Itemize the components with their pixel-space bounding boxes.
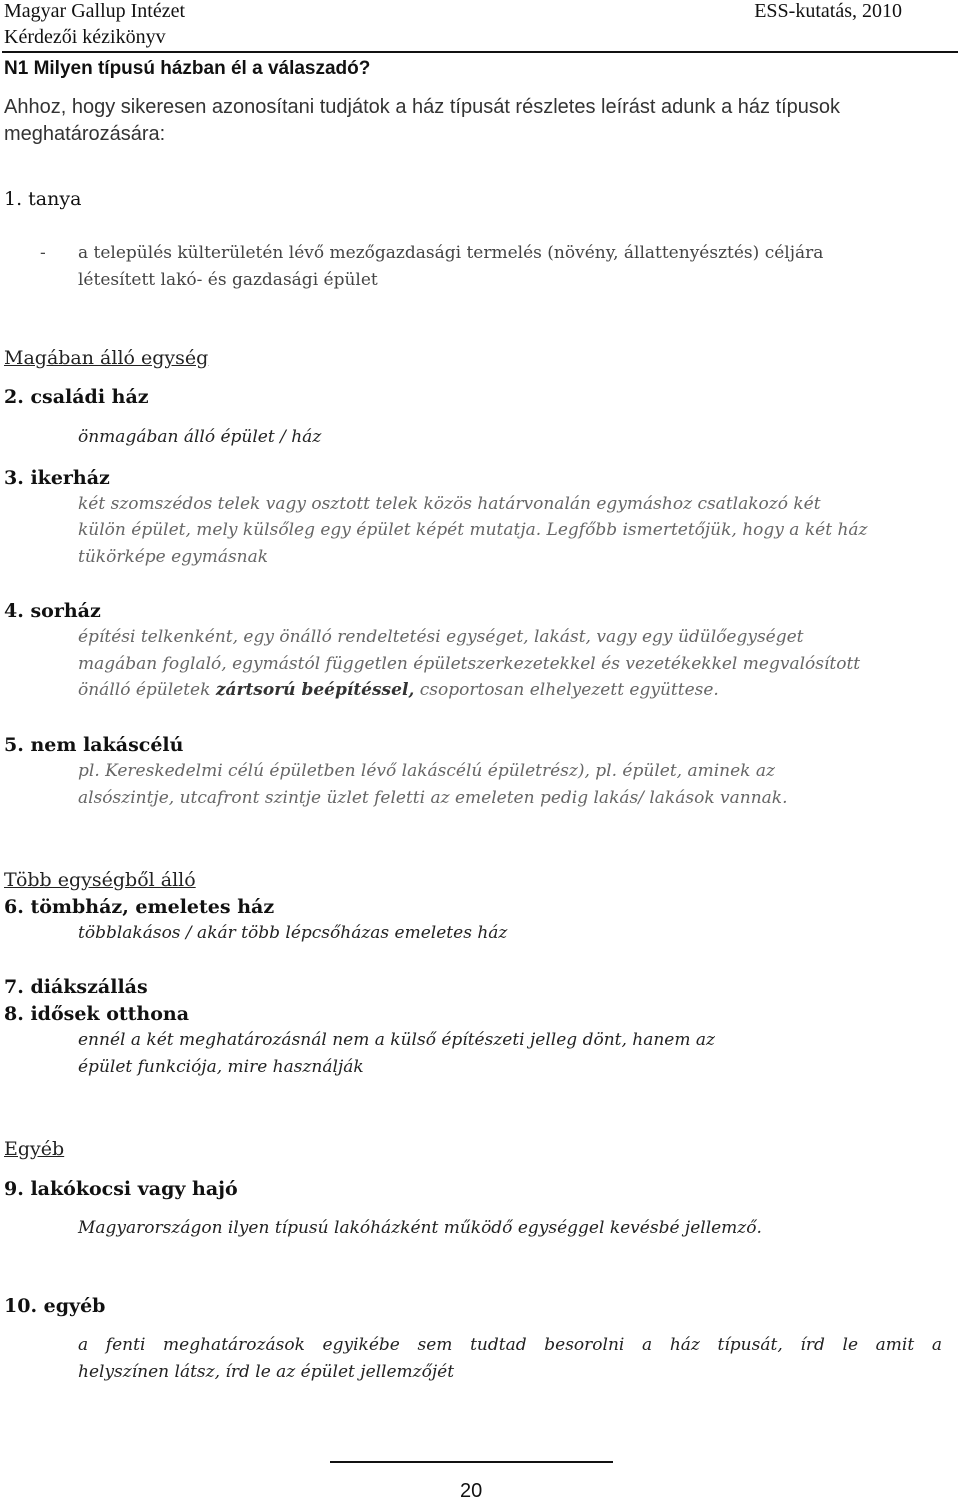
footer-divider xyxy=(330,1461,613,1463)
header-org-name: Magyar Gallup Intézet xyxy=(4,0,186,22)
question-intro-line2: meghatározására: xyxy=(4,123,166,145)
item-sorhaz-desc-line3-a: önálló épületek xyxy=(78,680,216,700)
item-lakokocsi-heading: 9. lakókocsi vagy hajó xyxy=(4,1178,238,1200)
question-intro-line1: Ahhoz, hogy sikeresen azonosítani tudjátok a ház típusát részletes leírást adunk a ház típusok xyxy=(4,96,841,118)
item-nem-lakascelu-heading: 5. nem lakáscélú xyxy=(4,734,184,756)
item-tombhaz-heading: 6. tömbház, emeletes ház xyxy=(4,896,275,918)
item-tanya-heading: 1. tanya xyxy=(4,188,82,210)
item-idosek-heading: 8. idősek otthona xyxy=(4,1003,190,1025)
item-lakokocsi-desc: Magyarországon ilyen típusú lakóházként működő egységgel kevésbé jellemző. xyxy=(78,1218,762,1238)
header-study-name: ESS-kutatás, 2010 xyxy=(754,0,902,22)
item-ikerhaz-desc-line1: két szomszédos telek vagy osztott telek közös határvonalán egymáshoz csatlakozó két xyxy=(78,494,821,514)
item-ikerhaz-heading: 3. ikerház xyxy=(4,467,110,489)
item-tanya-dash: - xyxy=(40,243,46,263)
item-sorhaz-desc-line2: magában foglaló, egymástól független épületszerkezetekkel és vezetékekkel megvalósított xyxy=(78,654,861,674)
item-nem-lakascelu-desc-line1: pl. Kereskedelmi célú épületben lévő lakáscélú épületrész), pl. épület, aminek az xyxy=(78,761,775,781)
item-sorhaz-desc-line3-b: zártsorú beépítéssel, xyxy=(215,680,415,700)
item-csaladi-haz-heading: 2. családi ház xyxy=(4,386,149,408)
item-sorhaz-desc-line3 xyxy=(78,680,719,700)
item-sorhaz-desc-line3-c: csoportosan elhelyezett együttese. xyxy=(414,680,719,700)
header-divider xyxy=(2,51,958,53)
section-other: Egyéb xyxy=(4,1138,65,1160)
item-idosek-desc-line1: ennél a két meghatározásnál nem a külső építészeti jelleg dönt, hanem az xyxy=(78,1030,715,1050)
page-number: 20 xyxy=(460,1480,483,1502)
item-tanya-desc-line1: a település külterületén lévő mezőgazdasági termelés (növény, állattenyésztés) céljára xyxy=(78,243,824,263)
section-standalone: Magában álló egység xyxy=(4,347,209,369)
item-sorhaz-desc-line1: építési telkenként, egy önálló rendeltetési egységet, lakást, vagy egy üdülőegységet xyxy=(78,627,804,647)
item-egyeb-desc-line1: a fenti meghatározások egyikébe sem tudtad besorolni a ház típusát, írd le amit a xyxy=(78,1335,942,1355)
item-ikerhaz-desc-line2: külön épület, mely külsőleg egy épület képét mutatja. Legfőbb ismertetőjük, hogy a két ház xyxy=(78,520,868,540)
item-tombhaz-desc: többlakásos / akár több lépcsőházas emeletes ház xyxy=(78,923,508,943)
section-multi-unit: Több egységből álló xyxy=(4,869,196,891)
item-diakszallas-heading: 7. diákszállás xyxy=(4,976,148,998)
item-egyeb-heading: 10. egyéb xyxy=(4,1295,106,1317)
item-ikerhaz-desc-line3: tükörképe egymásnak xyxy=(78,547,269,567)
item-tanya-desc-line2: létesített lakó- és gazdasági épület xyxy=(78,270,378,290)
item-sorhaz-heading: 4. sorház xyxy=(4,600,101,622)
item-nem-lakascelu-desc-line2: alsószintje, utcafront szintje üzlet feletti az emeleten pedig lakás/ lakások vannak. xyxy=(78,788,788,808)
item-egyeb-desc-line2: helyszínen látsz, írd le az épület jellemzőjét xyxy=(78,1362,455,1382)
question-title: N1 Milyen típusú házban él a válaszadó? xyxy=(4,58,371,79)
item-csaladi-haz-desc: önmagában álló épület / ház xyxy=(78,427,322,447)
header-doc-name: Kérdezői kézikönyv xyxy=(4,26,166,48)
item-idosek-desc-line2: épület funkciója, mire használják xyxy=(78,1057,364,1077)
